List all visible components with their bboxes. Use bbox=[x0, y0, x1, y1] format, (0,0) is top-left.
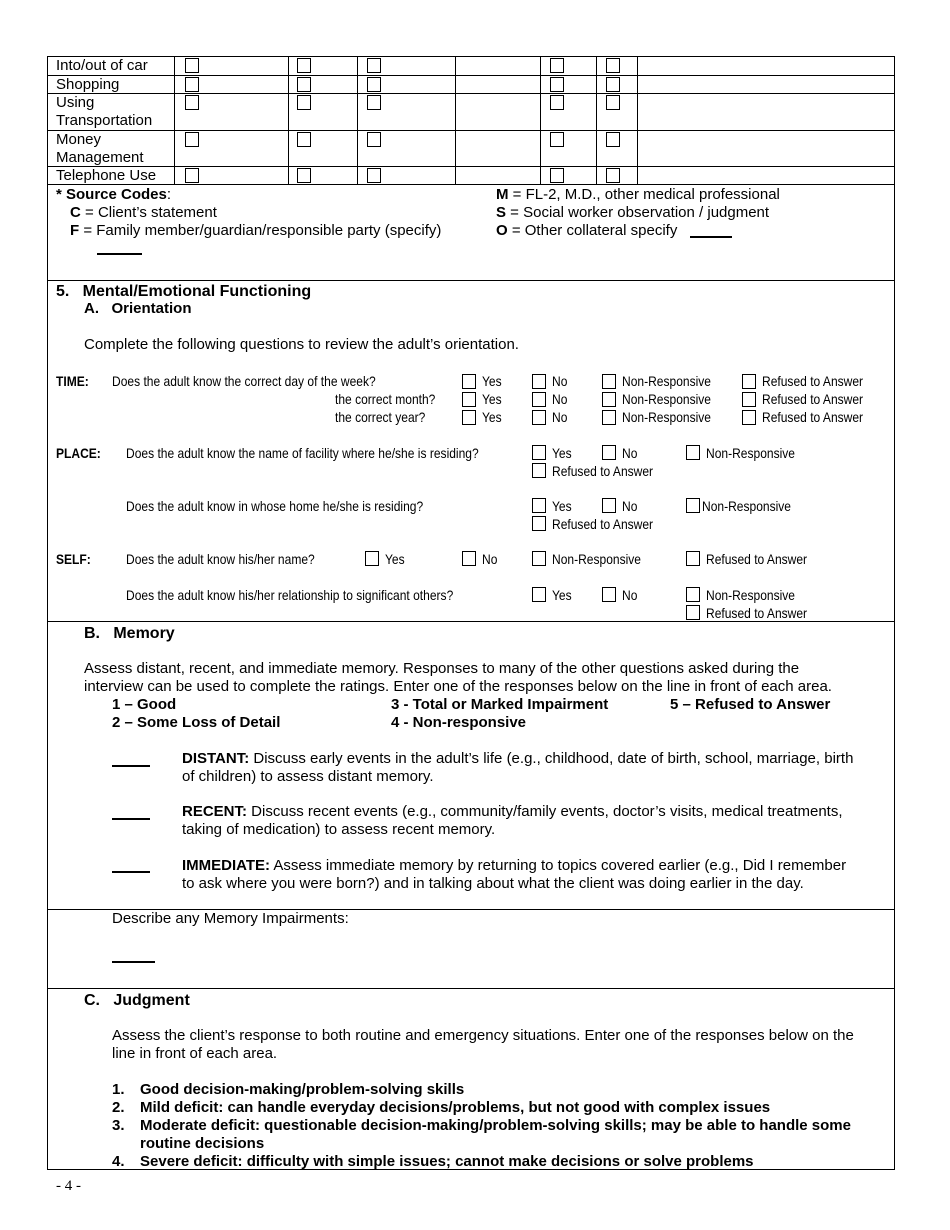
adl-checkbox[interactable] bbox=[297, 168, 311, 183]
no-checkbox[interactable] bbox=[462, 551, 476, 566]
adl-checkbox[interactable] bbox=[185, 168, 199, 183]
judgment-item-num: 3. bbox=[112, 1117, 125, 1134]
rating-option: 4 - Non-responsive bbox=[391, 714, 527, 731]
adl-checkbox[interactable] bbox=[606, 77, 620, 92]
option-label: Yes bbox=[385, 551, 405, 567]
describe-impairments-label: Describe any Memory Impairments: bbox=[112, 910, 349, 927]
option-label: Non-Responsive bbox=[706, 587, 796, 603]
question-text: Does the adult know the name of facility where he/she is residing? bbox=[126, 445, 479, 461]
adl-checkbox[interactable] bbox=[367, 95, 381, 110]
refused-checkbox[interactable] bbox=[742, 410, 756, 425]
option-label: Refused to Answer bbox=[762, 373, 864, 389]
code-text: = Client’s statement bbox=[80, 204, 217, 221]
rating-option: 1 – Good bbox=[112, 696, 177, 713]
option-label: Non-Responsive bbox=[622, 409, 712, 425]
adl-row-label: Telephone Use bbox=[56, 167, 157, 184]
adl-checkbox[interactable] bbox=[606, 95, 620, 110]
code-key: F bbox=[70, 222, 80, 239]
yes-checkbox[interactable] bbox=[365, 551, 379, 566]
option-label: No bbox=[552, 391, 568, 407]
adl-checkbox[interactable] bbox=[550, 77, 564, 92]
no-checkbox[interactable] bbox=[532, 392, 546, 407]
code-key: C bbox=[70, 204, 81, 221]
non-responsive-checkbox[interactable] bbox=[686, 445, 700, 460]
recent-rating-line[interactable] bbox=[112, 818, 150, 820]
memory-desc: Discuss early events in the adult’s life (e.g., childhood, date of birth, school, marriage, birth bbox=[249, 750, 854, 767]
memory-desc: to ask where you were born?) and in talking about what the client was doing earlier in the day. bbox=[182, 875, 804, 892]
refused-checkbox[interactable] bbox=[742, 374, 756, 389]
yes-checkbox[interactable] bbox=[462, 374, 476, 389]
adl-checkbox[interactable] bbox=[606, 168, 620, 183]
adl-checkbox[interactable] bbox=[550, 132, 564, 147]
non-responsive-checkbox[interactable] bbox=[686, 498, 700, 513]
distant-label: DISTANT: bbox=[182, 750, 250, 767]
non-responsive-checkbox[interactable] bbox=[602, 374, 616, 389]
option-label: No bbox=[552, 373, 568, 389]
adl-checkbox[interactable] bbox=[550, 58, 564, 73]
option-label: Yes bbox=[482, 409, 502, 425]
option-label: Refused to Answer bbox=[706, 605, 808, 621]
judgment-item: Moderate deficit: questionable decision-making/problem-solving skills; may be able to handle some bbox=[140, 1117, 851, 1134]
option-label: No bbox=[482, 551, 498, 567]
adl-checkbox[interactable] bbox=[297, 95, 311, 110]
refused-checkbox[interactable] bbox=[686, 605, 700, 620]
subsection-title: A. Orientation bbox=[84, 300, 192, 317]
no-checkbox[interactable] bbox=[602, 587, 616, 602]
option-label: Yes bbox=[552, 587, 572, 603]
question-text: the correct year? bbox=[335, 409, 426, 425]
adl-row-label: Management bbox=[56, 149, 144, 166]
adl-checkbox[interactable] bbox=[606, 58, 620, 73]
rating-option: 2 – Some Loss of Detail bbox=[112, 714, 281, 731]
specify-line[interactable] bbox=[690, 236, 732, 238]
no-checkbox[interactable] bbox=[532, 410, 546, 425]
yes-checkbox[interactable] bbox=[462, 392, 476, 407]
adl-row-label: Transportation bbox=[56, 112, 153, 129]
option-label: No bbox=[622, 587, 638, 603]
non-responsive-checkbox[interactable] bbox=[602, 410, 616, 425]
adl-checkbox[interactable] bbox=[297, 132, 311, 147]
option-label: Yes bbox=[552, 498, 572, 514]
adl-row-label: Into/out of car bbox=[56, 57, 148, 74]
judgment-item: routine decisions bbox=[140, 1135, 265, 1152]
code-text: = Family member/guardian/responsible party (specify) bbox=[79, 222, 442, 239]
no-checkbox[interactable] bbox=[602, 498, 616, 513]
code-text: = FL-2, M.D., other medical professional bbox=[508, 186, 780, 203]
option-label: Refused to Answer bbox=[552, 516, 654, 532]
adl-row-label: Money bbox=[56, 131, 102, 148]
option-label: Yes bbox=[482, 373, 502, 389]
non-responsive-checkbox[interactable] bbox=[532, 551, 546, 566]
adl-row-label: Shopping bbox=[56, 76, 120, 93]
adl-checkbox[interactable] bbox=[367, 132, 381, 147]
no-checkbox[interactable] bbox=[602, 445, 616, 460]
question-text: Does the adult know his/her relationship to significant others? bbox=[126, 587, 454, 603]
subsection-title: C. Judgment bbox=[84, 992, 190, 1009]
adl-row-label: Using bbox=[56, 94, 95, 111]
adl-checkbox[interactable] bbox=[367, 58, 381, 73]
judgment-intro: Assess the client’s response to both routine and emergency situations. Enter one of the responses below on the bbox=[112, 1027, 854, 1044]
self-label: SELF: bbox=[56, 551, 91, 567]
judgment-item-num: 4. bbox=[112, 1153, 125, 1170]
refused-checkbox[interactable] bbox=[532, 463, 546, 478]
memory-desc: taking of medication) to assess recent memory. bbox=[182, 821, 496, 838]
code-text: = Other collateral specify bbox=[507, 222, 678, 239]
adl-checkbox[interactable] bbox=[185, 95, 199, 110]
judgment-item-num: 1. bbox=[112, 1081, 125, 1098]
source-codes-title: * Source Codes bbox=[56, 186, 167, 203]
adl-checkbox[interactable] bbox=[297, 58, 311, 73]
judgment-item: Severe deficit: difficulty with simple issues; cannot make decisions or solve problems bbox=[140, 1153, 754, 1170]
adl-checkbox[interactable] bbox=[550, 168, 564, 183]
specify-line[interactable] bbox=[97, 253, 142, 255]
option-label: Yes bbox=[552, 445, 572, 461]
section-title: 5. Mental/Emotional Functioning bbox=[56, 283, 312, 300]
yes-checkbox[interactable] bbox=[532, 445, 546, 460]
option-label: No bbox=[622, 498, 638, 514]
option-label: Yes bbox=[482, 391, 502, 407]
adl-checkbox[interactable] bbox=[606, 132, 620, 147]
yes-checkbox[interactable] bbox=[532, 587, 546, 602]
memory-intro: Assess distant, recent, and immediate memory. Responses to many of the other questions asked during the bbox=[84, 660, 800, 677]
option-label: Non-Responsive bbox=[622, 373, 712, 389]
option-label: Refused to Answer bbox=[762, 391, 864, 407]
immediate-label: IMMEDIATE: bbox=[182, 857, 271, 874]
place-label: PLACE: bbox=[56, 445, 101, 461]
describe-impairments-line[interactable] bbox=[112, 961, 155, 963]
orientation-intro: Complete the following questions to review the adult’s orientation. bbox=[84, 336, 519, 353]
memory-desc: Discuss recent events (e.g., community/family events, doctor’s visits, medical treatments, bbox=[247, 803, 843, 820]
yes-checkbox[interactable] bbox=[462, 410, 476, 425]
memory-desc: Assess immediate memory by returning to topics covered earlier (e.g., Did I remember bbox=[270, 857, 847, 874]
adl-checkbox[interactable] bbox=[550, 95, 564, 110]
judgment-item: Mild deficit: can handle everyday decisions/problems, but not good with complex issues bbox=[140, 1099, 771, 1116]
page-number: - 4 - bbox=[56, 1178, 81, 1194]
question-text: Does the adult know the correct day of the week? bbox=[112, 373, 376, 389]
rating-option: 3 - Total or Marked Impairment bbox=[391, 696, 609, 713]
code-key: O bbox=[496, 222, 508, 239]
adl-checkbox[interactable] bbox=[367, 168, 381, 183]
judgment-intro: line in front of each area. bbox=[112, 1045, 278, 1062]
recent-label: RECENT: bbox=[182, 803, 248, 820]
judgment-item-num: 2. bbox=[112, 1099, 125, 1116]
code-text: = Social worker observation / judgment bbox=[506, 204, 770, 221]
adl-checkbox[interactable] bbox=[297, 77, 311, 92]
code-key: S bbox=[496, 204, 507, 221]
option-label: Non-Responsive bbox=[622, 391, 712, 407]
question-text: Does the adult know his/her name? bbox=[126, 551, 315, 567]
subsection-title: B. Memory bbox=[84, 625, 175, 642]
option-label: Refused to Answer bbox=[552, 463, 654, 479]
code-key: M bbox=[496, 186, 509, 203]
adl-checkbox[interactable] bbox=[185, 58, 199, 73]
option-label: Refused to Answer bbox=[706, 551, 808, 567]
option-label: No bbox=[552, 409, 568, 425]
time-label: TIME: bbox=[56, 373, 89, 389]
rating-option: 5 – Refused to Answer bbox=[670, 696, 831, 713]
refused-checkbox[interactable] bbox=[742, 392, 756, 407]
option-label: Non-Responsive bbox=[552, 551, 642, 567]
refused-checkbox[interactable] bbox=[686, 551, 700, 566]
question-text: Does the adult know in whose home he/she is residing? bbox=[126, 498, 424, 514]
yes-checkbox[interactable] bbox=[532, 498, 546, 513]
judgment-item: Good decision-making/problem-solving skills bbox=[140, 1081, 465, 1098]
option-label: Non-Responsive bbox=[702, 498, 792, 514]
non-responsive-checkbox[interactable] bbox=[686, 587, 700, 602]
adl-checkbox[interactable] bbox=[367, 77, 381, 92]
memory-intro: interview can be used to complete the ratings. Enter one of the responses below on the line in front of each area. bbox=[84, 678, 832, 695]
non-responsive-checkbox[interactable] bbox=[602, 392, 616, 407]
option-label: Non-Responsive bbox=[706, 445, 796, 461]
memory-desc: of children) to assess distant memory. bbox=[182, 768, 434, 785]
distant-rating-line[interactable] bbox=[112, 765, 150, 767]
adl-checkbox[interactable] bbox=[185, 77, 199, 92]
adl-checkbox[interactable] bbox=[185, 132, 199, 147]
refused-checkbox[interactable] bbox=[532, 516, 546, 531]
question-text: the correct month? bbox=[335, 391, 436, 407]
immediate-rating-line[interactable] bbox=[112, 871, 150, 873]
option-label: Refused to Answer bbox=[762, 409, 864, 425]
option-label: No bbox=[622, 445, 638, 461]
no-checkbox[interactable] bbox=[532, 374, 546, 389]
